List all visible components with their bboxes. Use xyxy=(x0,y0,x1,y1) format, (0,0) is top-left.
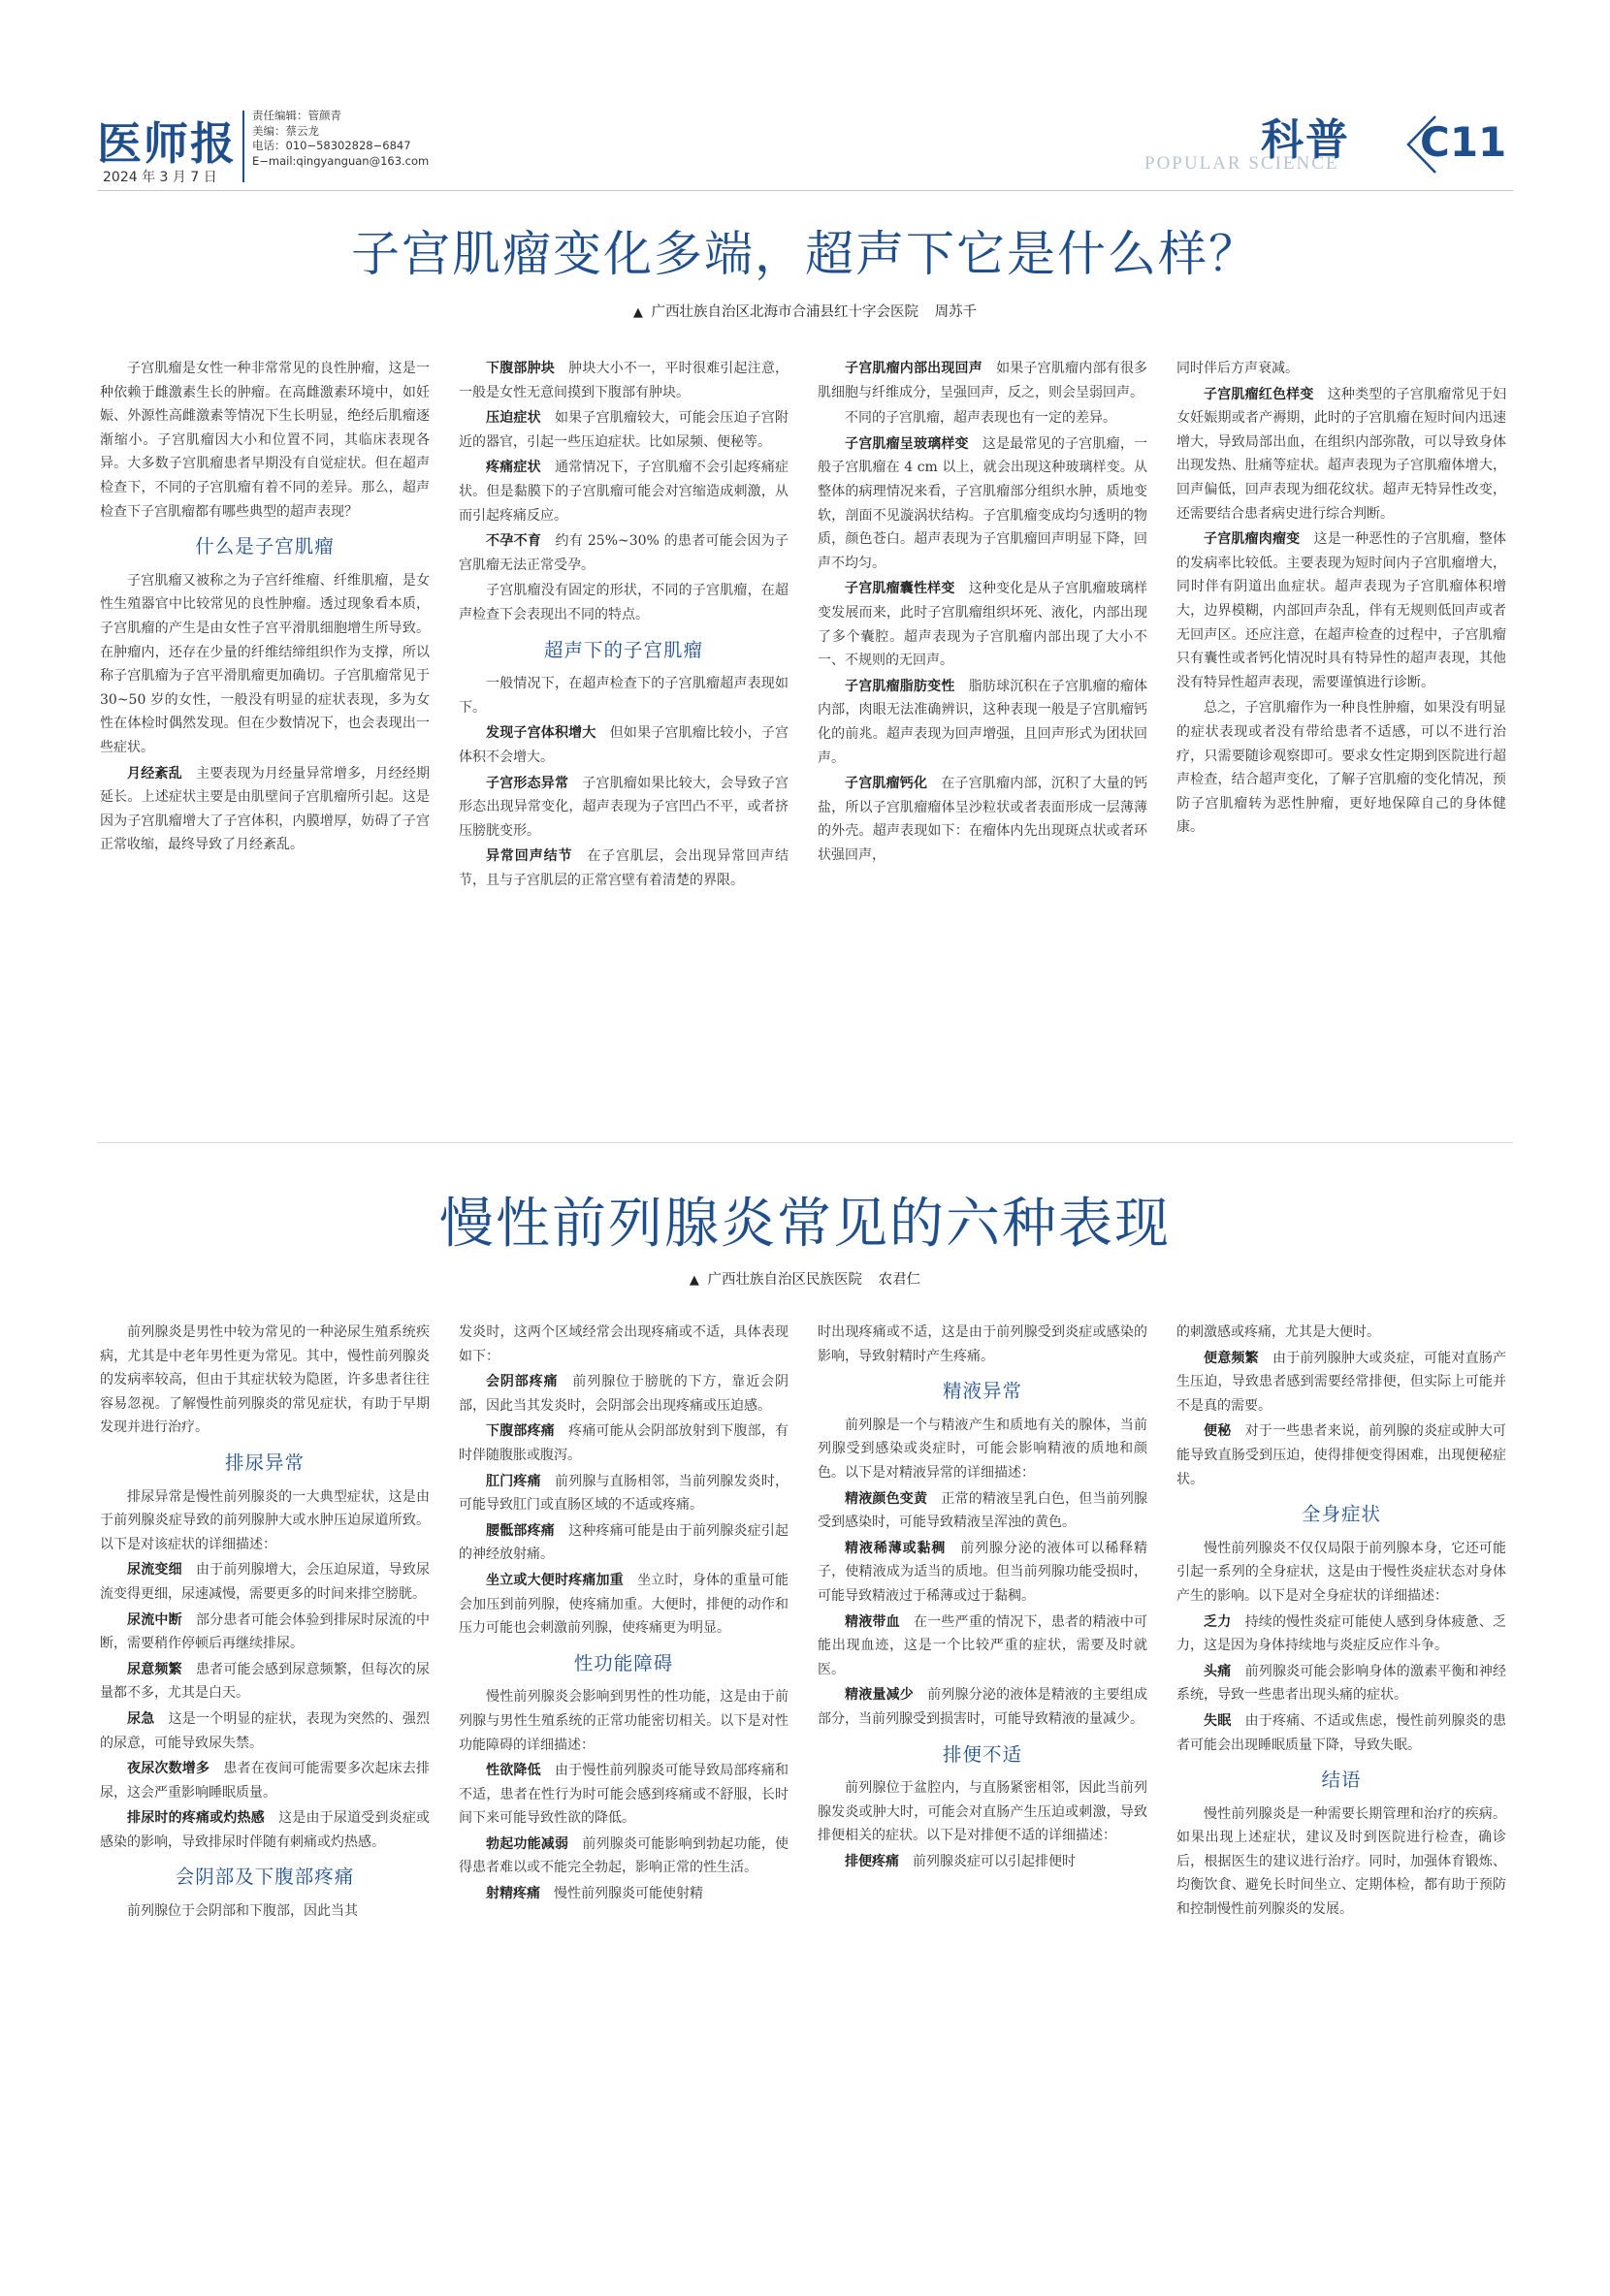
term: 子宫肌瘤脂肪变性 xyxy=(845,678,955,694)
paragraph: 一般情况下，在超声检查下的子宫肌瘤超声表现如下。 xyxy=(459,676,789,716)
term: 子宫肌瘤内部出现回声 xyxy=(845,361,982,376)
term: 月经紊乱 xyxy=(127,765,182,781)
section-heading: 排尿异常 xyxy=(224,1451,305,1474)
article-column xyxy=(459,357,789,894)
paragraph: 子宫肌瘤没有固定的形状，不同的子宫肌瘤，在超声检查下会表现出不同的特点。 xyxy=(459,583,789,622)
term: 便意频繁 xyxy=(1204,1350,1259,1366)
paragraph: 月经紊乱 主要表现为月经量异常增多，月经经期延长。上述症状主要是由肌壁间子宫肌瘤所引起。这是因为子宫肌瘤增大了子宫体积，内膜增厚，妨碍了子宫正常收缩，最终导致了月经紊乱。 xyxy=(100,765,431,853)
paragraph: 疼痛症状 通常情况下，子宫肌瘤不会引起疼痛症状。但是黏膜下的子宫肌瘤可能会对宫缩造成刺激，从而引起疼痛反应。 xyxy=(459,460,789,524)
byline-author: 周苏千 xyxy=(934,304,978,320)
paragraph: 精液稀薄或黏稠 前列腺分泌的液体可以稀释精子，使精液成为适当的质地。但当前列腺功能受损时，可能导致精液过于稀薄或过于黏稠。 xyxy=(818,1540,1148,1604)
paragraph: 的刺激感或疼痛，尤其是大便时。 xyxy=(1176,1324,1380,1340)
paragraph: 子宫肌瘤呈玻璃样变 这是最常见的子宫肌瘤，一般子宫肌瘤在 4 cm 以上，就会出现这种玻璃样变。从整体的病理情况来看，子宫肌瘤部分组织水肿，质地变软，剖面不见漩涡状结构。子宫肌瘤变成均匀透明的物质，颜色苍白。超声表现为子宫肌瘤回声明显下降，回声不均匀。 xyxy=(818,435,1148,571)
paragraph: 子宫肌瘤肉瘤变 这是一种恶性的子宫肌瘤，整体的发病率比较低。主要表现为短时间内子宫肌瘤增大，同时伴有阴道出血症状。超声表现为子宫肌瘤体积增大，边界模糊，内部回声杂乱，伴有无规则低回声或者无回声区。还应注意，在超声检查的过程中，子宫肌瘤只有囊性或者钙化情况时具有特异性的超声表现，其他没有特异性超声表现，需要谨慎进行诊断。 xyxy=(1176,531,1507,690)
section-heading: 会阴部及下腹部疼痛 xyxy=(175,1866,355,1889)
paragraph: 子宫肌瘤是女性一种非常常见的良性肿瘤，这是一种依赖于雌激素生长的肿瘤。在高雌激素环境中，如妊娠、外源性高雌激素等情况下生长明显，绝经后肌瘤逐渐缩小。子宫肌瘤因大小和位置不同，其临床表现各异。大多数子宫肌瘤患者早期没有自觉症状。但在超声检查下，不同的子宫肌瘤有着不同的差异。那么，超声检查下子宫肌瘤都有哪些典型的超声表现？ xyxy=(100,361,430,520)
term: 子宫肌瘤红色样变 xyxy=(1204,386,1314,402)
editor-line: E−mail:qingyanguan@163.com xyxy=(252,153,430,168)
page-number: C11 xyxy=(1420,118,1507,166)
paragraph: 下腹部疼痛 疼痛可能从会阴部放射到下腹部，有时伴随腹胀或腹泻。 xyxy=(459,1423,789,1463)
section-heading: 排便不适 xyxy=(942,1742,1022,1766)
term: 头痛 xyxy=(1204,1663,1232,1679)
term: 疼痛症状 xyxy=(486,460,541,476)
term: 尿意频繁 xyxy=(127,1661,182,1677)
section-heading: 精液异常 xyxy=(942,1380,1022,1403)
triangle-icon: ▲ xyxy=(632,305,643,320)
term: 子宫肌瘤钙化 xyxy=(845,776,928,792)
editor-line: 电话：010−58302828−6847 xyxy=(252,139,411,152)
article-byline xyxy=(97,1268,1513,1289)
term: 下腹部肿块 xyxy=(486,361,555,376)
article-column xyxy=(459,1321,789,1908)
article-divider xyxy=(97,1142,1513,1143)
section-heading: 超声下的子宫肌瘤 xyxy=(543,638,703,661)
term: 精液稀薄或黏稠 xyxy=(845,1540,947,1556)
term: 排便疼痛 xyxy=(845,1853,899,1869)
term: 下腹部疼痛 xyxy=(486,1423,555,1440)
article-byline xyxy=(97,301,1513,321)
section-name-en: POPULAR SCIENCE xyxy=(1144,153,1339,174)
paragraph: 尿意频繁 患者可能会感到尿意频繁，但每次的尿量都不多，尤其是白天。 xyxy=(100,1661,431,1702)
paragraph: 腰骶部疼痛 这种疼痛可能是由于前列腺炎症引起的神经放射痛。 xyxy=(459,1522,789,1563)
paragraph: 不孕不育 约有 25%~30% 的患者可能会因为子宫肌瘤无法正常受孕。 xyxy=(459,533,789,573)
paragraph: 前列腺是一个与精液产生和质地有关的腺体，当前列腺受到感染或炎症时，可能会影响精液的质地和颜色。以下是对精液异常的详细描述： xyxy=(818,1417,1147,1481)
paragraph: 总之，子宫肌瘤作为一种良性肿瘤，如果没有明显的症状表现或者没有带给患者不适感，可以不进行治疗，只需要随诊观察即可。要求女性定期到医院进行超声检查，结合超声变化，了解子宫肌瘤的变化情况，预防子宫肌瘤转为恶性肿瘤，更好地保障自己的身体健康。 xyxy=(1176,700,1506,836)
paragraph: 头痛 前列腺炎可能会影响身体的激素平衡和神经系统，导致一些患者出现头痛的症状。 xyxy=(1176,1663,1507,1704)
newspaper-logo: 医师报 xyxy=(97,117,237,170)
article-column xyxy=(100,1321,430,1926)
paragraph: 会阴部疼痛 前列腺位于膀胱的下方，靠近会阴部，因此当其发炎时，会阴部会出现疼痛或压迫感。 xyxy=(459,1374,789,1414)
paragraph: 坐立或大便时疼痛加重 坐立时，身体的重量可能会加压到前列腺，使疼痛加重。大便时，排便的动作和压力可能也会刺激前列腺，使疼痛更为明显。 xyxy=(459,1572,789,1637)
term: 子宫肌瘤肉瘤变 xyxy=(1204,531,1301,548)
article-column xyxy=(818,1321,1147,1875)
paragraph: 时出现疼痛或不适，这是由于前列腺受到炎症或感染的影响，导致射精时产生疼痛。 xyxy=(818,1324,1147,1364)
term: 压迫症状 xyxy=(486,410,541,427)
article-column xyxy=(818,357,1147,869)
paragraph: 子宫肌瘤红色样变 这种类型的子宫肌瘤常见于妇女妊娠期或者产褥期，此时的子宫肌瘤在短时间内迅速增大，导致局部出血，在组织内部弥散，可以导致身体出现发热、肚痛等症状。超声表现为子宫肌瘤体增大，回声偏低，回声表现为细花纹状。超声无特异性改变，还需要结合患者病史进行综合判断。 xyxy=(1176,386,1507,522)
term: 精液量减少 xyxy=(845,1687,914,1704)
paragraph: 子宫肌瘤内部出现回声 如果子宫肌瘤内部有很多肌细胞与纤维成分，呈强回声，反之，则会呈弱回声。 xyxy=(818,361,1148,400)
paragraph: 慢性前列腺炎不仅仅局限于前列腺本身，它还可能引起一系列的全身症状，这是由于慢性炎症状态对身体产生的影响。以下是对全身症状的详细描述： xyxy=(1176,1540,1506,1604)
term: 不孕不育 xyxy=(486,533,542,550)
section-name: 科普 xyxy=(1261,115,1350,165)
paragraph: 前列腺炎是男性中较为常见的一种泌尿生殖系统疾病，尤其是中老年男性更为常见。其中，慢性前列腺炎的发病率较高，但由于其症状较为隐匿，许多患者往往容易忽视。了解慢性前列腺炎的常见症状，有助于早期发现并进行治疗。 xyxy=(100,1324,430,1436)
term: 尿流变细 xyxy=(127,1562,182,1578)
term: 夜尿次数增多 xyxy=(127,1761,210,1777)
term: 失眠 xyxy=(1204,1712,1232,1729)
paragraph: 排尿时的疼痛或灼热感 这是由于尿道受到炎症或感染的影响，导致排尿时伴随有刺痛或灼热感。 xyxy=(100,1810,431,1850)
paragraph: 子宫形态异常 子宫肌瘤如果比较大，会导致子宫形态出现异常变化，超声表现为子宫凹凸不平，或者挤压膀胱变形。 xyxy=(459,775,789,839)
paragraph: 子宫肌瘤囊性样变 这种变化是从子宫肌瘤玻璃样变发展而来，此时子宫肌瘤组织坏死、液化，内部出现了多个囊腔。超声表现为子宫肌瘤内部出现了大小不一、不规则的无回声。 xyxy=(818,581,1148,669)
paragraph: 尿流中断 部分患者可能会体验到排尿时尿流的中断，需要稍作停顿后再继续排尿。 xyxy=(100,1611,431,1652)
term: 排尿时的疼痛或灼热感 xyxy=(127,1810,265,1827)
paragraph: 精液量减少 前列腺分泌的液体是精液的主要组成部分，当前列腺受到损害时，可能导致精液的量减少。 xyxy=(818,1687,1148,1727)
term: 肛门疼痛 xyxy=(486,1473,541,1489)
paragraph: 异常回声结节 在子宫肌层，会出现异常回声结节，且与子宫肌层的正常宫壁有着清楚的界限。 xyxy=(459,848,789,888)
term: 便秘 xyxy=(1204,1423,1232,1440)
paragraph: 慢性前列腺炎是一种需要长期管理和治疗的疾病。如果出现上述症状，建议及时到医院进行检查，确诊后，根据医生的建议进行治疗。同时，加强体育锻炼、均衡饮食、避免长时间坐立、定期体检，都有助于预防和控制慢性前列腺炎的发展。 xyxy=(1176,1805,1506,1918)
article-column xyxy=(1176,357,1506,842)
section-heading: 性功能障碍 xyxy=(573,1651,674,1674)
masthead-divider xyxy=(242,111,244,182)
paragraph: 子宫肌瘤又被称之为子宫纤维瘤、纤维肌瘤，是女性生殖器官中比较常见的良性肿瘤。透过现象看本质，子宫肌瘤的产生是由女性子宫平滑肌细胞增生所导致。在肿瘤内，还存在少量的纤维结缔组织作为支撑，所以称子宫肌瘤为子宫平滑肌瘤更加确切。子宫肌瘤常见于 30~50 岁的女性，一般没有明显的症状表现，多为女性在体检时偶然发现。但在少数情况下，也会表现出一些症状。 xyxy=(100,572,430,755)
paragraph: 子宫肌瘤脂肪变性 脂肪球沉积在子宫肌瘤的瘤体内部，肉眼无法准确辨识，这种表现一般是子宫肌瘤钙化的前兆。超声表现为回声增强，且回声形式为团状回声。 xyxy=(818,678,1148,766)
paragraph: 不同的子宫肌瘤，超声表现也有一定的差异。 xyxy=(845,410,1116,427)
term: 子宫形态异常 xyxy=(486,775,569,791)
article-title: 慢性前列腺炎常见的六种表现 xyxy=(439,1193,1171,1256)
paragraph: 夜尿次数增多 患者在夜间可能需要多次起床去排尿，这会严重影响睡眠质量。 xyxy=(100,1761,431,1801)
publication-date: 2024 年 3 月 7 日 xyxy=(103,170,217,185)
paragraph: 排便疼痛 前列腺炎症可以引起排便时 xyxy=(845,1853,1076,1869)
term: 勃起功能减弱 xyxy=(486,1835,569,1852)
paragraph: 失眠 由于疼痛、不适或焦虑，慢性前列腺炎的患者可能会出现睡眠质量下降，导致失眠。 xyxy=(1176,1712,1507,1753)
paragraph: 发现子宫体积增大 但如果子宫肌瘤比较小，子宫体积不会增大。 xyxy=(459,725,789,765)
term: 精液带血 xyxy=(845,1613,900,1630)
paragraph: 便意频繁 由于前列腺肿大或炎症，可能对直肠产生压迫，导致患者感到需要经常排便，但实际上可能并不是真的需要。 xyxy=(1176,1350,1507,1414)
term: 异常回声结节 xyxy=(486,848,573,865)
byline-author: 农君仁 xyxy=(878,1272,921,1288)
paragraph: 精液带血 在一些严重的情况下，患者的精液中可能出现血迹，这是一个比较严重的症状，需要及时就医。 xyxy=(818,1613,1148,1677)
paragraph: 排尿异常是慢性前列腺炎的一大典型症状，这是由于前列腺炎症导致的前列腺肿大或水肿压迫尿道所致。以下是对该症状的详细描述： xyxy=(100,1488,430,1552)
term: 尿急 xyxy=(127,1710,155,1727)
paragraph: 肛门疼痛 前列腺与直肠相邻，当前列腺发炎时，可能导致肛门或直肠区域的不适或疼痛。 xyxy=(459,1473,789,1514)
article-title: 子宫肌瘤变化多端，超声下它是什么样？ xyxy=(351,226,1259,282)
editor-line: 美编：蔡云龙 xyxy=(252,123,319,138)
triangle-icon: ▲ xyxy=(689,1273,699,1288)
paragraph: 尿流变细 由于前列腺增大，会压迫尿道，导致尿流变得更细，尿速减慢，需要更多的时间来排空膀胱。 xyxy=(100,1562,431,1602)
paragraph: 射精疼痛 慢性前列腺炎可能使射精 xyxy=(486,1886,703,1902)
paragraph: 压迫症状 如果子宫肌瘤较大，可能会压迫子宫附近的器官，引起一些压迫症状。比如尿频、便秘等。 xyxy=(459,410,789,450)
term: 乏力 xyxy=(1204,1613,1232,1630)
section-heading: 结语 xyxy=(1321,1769,1362,1792)
term: 子宫肌瘤呈玻璃样变 xyxy=(845,435,969,452)
paragraph: 尿急 这是一个明显的症状，表现为突然的、强烈的尿意，可能导致尿失禁。 xyxy=(100,1710,431,1751)
paragraph: 性欲降低 由于慢性前列腺炎可能导致局部疼痛和不适，患者在性行为时可能会感到疼痛或不舒服，长时间下来可能导致性欲的降低。 xyxy=(459,1763,789,1827)
paragraph: 子宫肌瘤钙化 在子宫肌瘤内部，沉积了大量的钙盐，所以子宫肌瘤瘤体呈沙粒状或者表面形成一层薄薄的外壳。超声表现如下：在瘤体内先出现斑点状或者环状强回声， xyxy=(818,776,1148,863)
paragraph: 下腹部肿块 肿块大小不一，平时很难引起注意，一般是女性无意间摸到下腹部有肿块。 xyxy=(459,361,789,400)
section-heading: 什么是子宫肌瘤 xyxy=(195,535,335,558)
editor-line: 责任编辑：管颜青 xyxy=(252,109,341,122)
section-heading: 全身症状 xyxy=(1301,1503,1381,1526)
paragraph: 同时伴后方声衰减。 xyxy=(1176,361,1299,376)
paragraph: 前列腺位于会阴部和下腹部，因此当其 xyxy=(127,1903,358,1920)
term: 子宫肌瘤囊性样变 xyxy=(845,581,955,597)
paragraph: 便秘 对于一些患者来说，前列腺的炎症或肿大可能导致直肠受到压迫，使得排便变得困难，出现便秘症状。 xyxy=(1176,1423,1507,1487)
term: 腰骶部疼痛 xyxy=(486,1522,555,1539)
term: 精液颜色变黄 xyxy=(845,1490,928,1507)
term: 会阴部疼痛 xyxy=(486,1374,559,1390)
paragraph: 精液颜色变黄 正常的精液呈乳白色，但当前列腺受到感染时，可能导致精液呈浑浊的黄色。 xyxy=(818,1490,1148,1531)
paragraph: 乏力 持续的慢性炎症可能使人感到身体疲惫、乏力，这是因为身体持续地与炎症反应作斗争。 xyxy=(1176,1613,1507,1654)
term: 尿流中断 xyxy=(127,1611,182,1628)
term: 发现子宫体积增大 xyxy=(486,725,596,742)
byline-organization: 广西壮族自治区北海市合浦县红十字会医院 xyxy=(651,304,918,320)
paragraph: 发炎时，这两个区域经常会出现疼痛或不适，具体表现如下： xyxy=(459,1324,789,1364)
term: 坐立或大便时疼痛加重 xyxy=(486,1572,624,1588)
masthead xyxy=(97,109,1513,188)
paragraph: 前列腺位于盆腔内，与直肠紧密相邻，因此当前列腺发炎或肿大时，可能会对直肠产生压迫或刺激，导致排便相关的症状。以下是对排便不适的详细描述： xyxy=(818,1780,1147,1844)
article-column xyxy=(100,357,430,859)
paragraph: 慢性前列腺炎会影响到男性的性功能，这是由于前列腺与男性生殖系统的正常功能密切相关。以下是对性功能障碍的详细描述： xyxy=(459,1689,789,1753)
term: 性欲降低 xyxy=(486,1763,541,1779)
header-rule xyxy=(97,190,1513,191)
paragraph: 勃起功能减弱 前列腺炎可能影响到勃起功能，使得患者难以或不能完全勃起，影响正常的性生活。 xyxy=(459,1835,789,1876)
article-column xyxy=(1176,1321,1506,1924)
editor-credits xyxy=(252,109,429,169)
term: 射精疼痛 xyxy=(486,1886,540,1902)
byline-organization: 广西壮族自治区民族医院 xyxy=(707,1272,862,1288)
